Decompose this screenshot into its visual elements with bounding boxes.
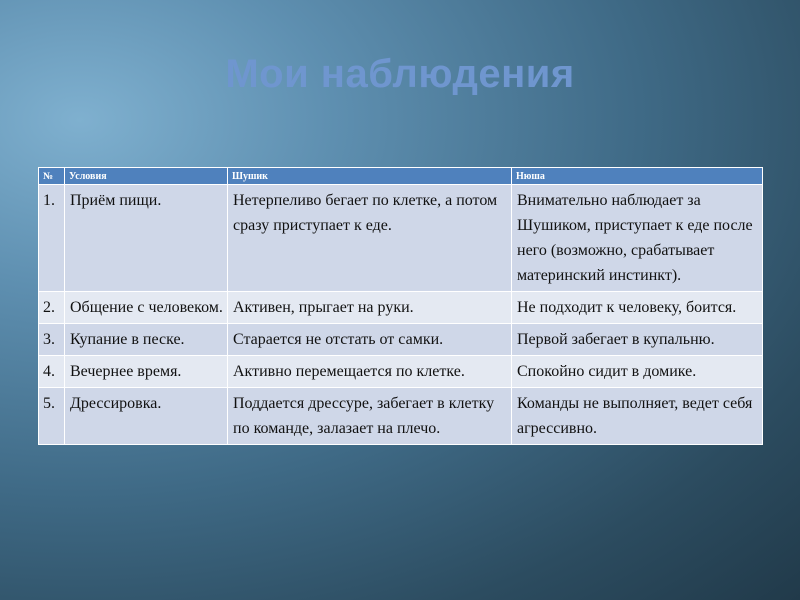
header-nyusha: Нюша <box>512 168 763 185</box>
header-conditions: Условия <box>65 168 228 185</box>
table-row <box>39 356 763 388</box>
row-number: 5. <box>39 388 65 445</box>
row-condition: Купание в песке. <box>65 324 228 356</box>
row-condition: Дрессировка. <box>65 388 228 445</box>
header-number: № <box>39 168 65 185</box>
table-row <box>39 324 763 356</box>
row-nyusha: Внимательно наблюдает за Шушиком, приступает к еде после него (возможно, срабатывает материнский инстинкт). <box>512 185 763 292</box>
row-number: 3. <box>39 324 65 356</box>
observations-table <box>38 167 763 445</box>
row-nyusha: Спокойно сидит в домике. <box>512 356 763 388</box>
row-shushik: Поддается дрессуре, забегает в клетку по команде, залазает на плечо. <box>228 388 512 445</box>
row-number: 4. <box>39 356 65 388</box>
row-number: 1. <box>39 185 65 292</box>
slide-title: Мои наблюдения <box>225 52 575 96</box>
row-shushik: Активен, прыгает на руки. <box>228 292 512 324</box>
row-shushik: Нетерпеливо бегает по клетке, а потом сразу приступает к еде. <box>228 185 512 292</box>
row-shushik: Старается не отстать от самки. <box>228 324 512 356</box>
row-nyusha: Не подходит к человеку, боится. <box>512 292 763 324</box>
row-condition: Вечернее время. <box>65 356 228 388</box>
row-condition: Приём пищи. <box>65 185 228 292</box>
table-row <box>39 292 763 324</box>
row-shushik: Активно перемещается по клетке. <box>228 356 512 388</box>
table-row <box>39 388 763 445</box>
table-row <box>39 185 763 292</box>
row-number: 2. <box>39 292 65 324</box>
header-shushik: Шушик <box>228 168 512 185</box>
row-nyusha: Команды не выполняет, ведет себя агрессивно. <box>512 388 763 445</box>
row-condition: Общение с человеком. <box>65 292 228 324</box>
row-nyusha: Первой забегает в купальню. <box>512 324 763 356</box>
table-header-row <box>39 168 763 185</box>
